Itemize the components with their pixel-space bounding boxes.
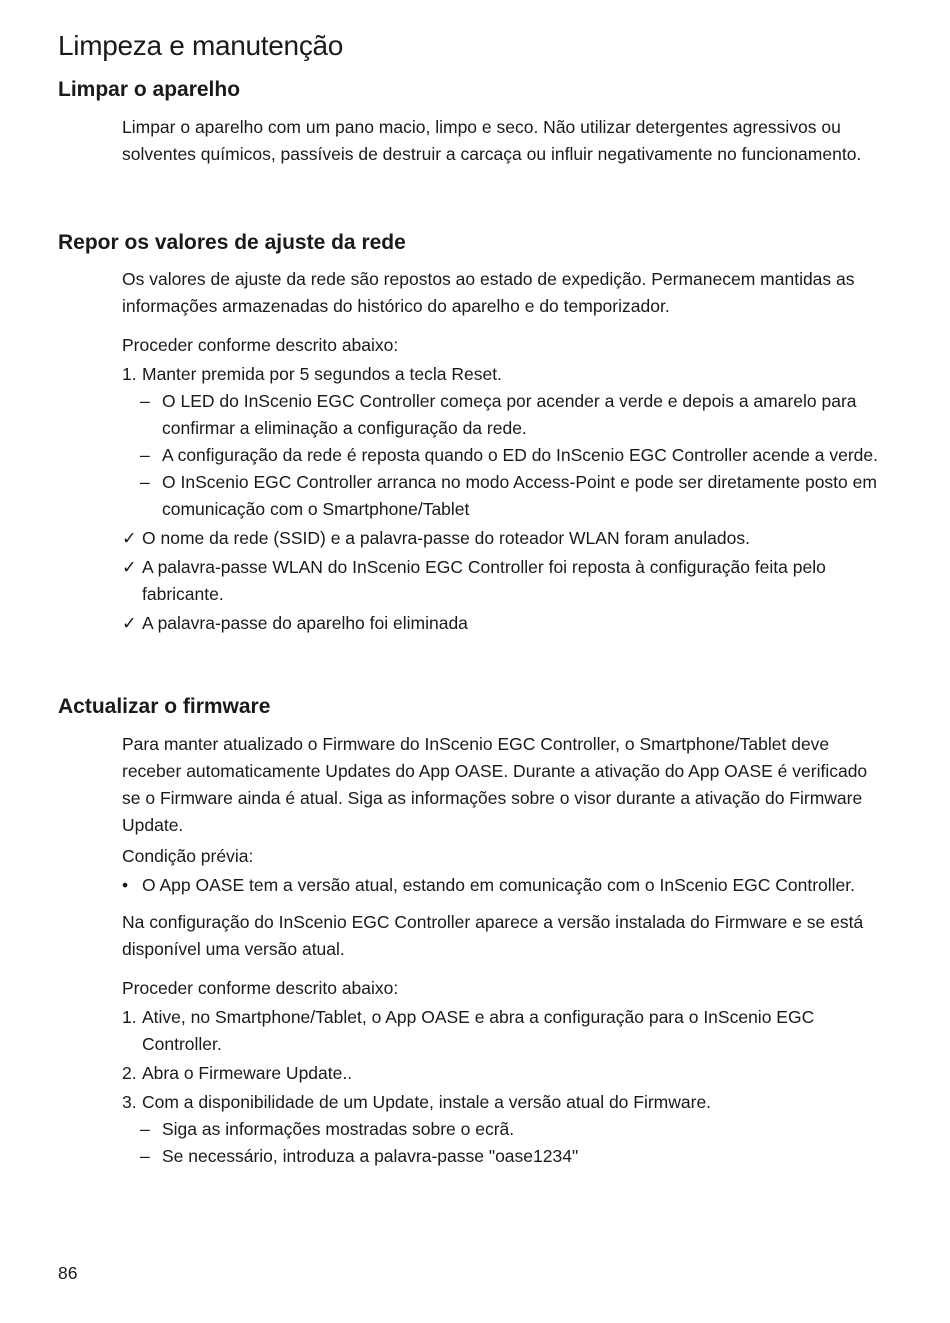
sub-text: Se necessário, introduza a palavra-passe "oase1234" <box>162 1146 579 1166</box>
bullet-marker: • <box>122 875 129 895</box>
result-text: A palavra-passe WLAN do InScenio EGC Controller foi reposta à configuração feita pelo fabricante. <box>142 557 826 604</box>
heading-clean: Limpar o aparelho <box>58 78 241 101</box>
check-icon: ✓ <box>122 613 137 633</box>
precondition-text: O App OASE tem a versão atual, estando em comunicação com o InScenio EGC Controller. <box>142 875 855 895</box>
step-text: Manter premida por 5 segundos a tecla Reset. <box>142 364 502 384</box>
result-text: O nome da rede (SSID) e a palavra-passe do roteador WLAN foram anulados. <box>142 528 750 548</box>
clean-body <box>122 114 882 168</box>
firmware-intro: Para manter atualizado o Firmware do InScenio EGC Controller, o Smartphone/Tablet deve receber automaticamente Updates do App OASE. Durante a ativação do App OASE é verificado se o Firmware ainda é atual. Siga as informações sobre o visor durante a ativação do Firmware Update. <box>122 734 868 835</box>
step-marker: 3. <box>122 1092 137 1112</box>
firmware-body <box>122 731 882 1170</box>
step-marker: 2. <box>122 1063 137 1083</box>
sub-text: A configuração da rede é reposta quando o ED do InScenio EGC Controller acende a verde. <box>162 445 879 465</box>
reset-sub-item <box>122 469 882 523</box>
firmware-procedure-label: Proceder conforme descrito abaixo: <box>122 978 399 998</box>
reset-procedure-label: Proceder conforme descrito abaixo: <box>122 335 399 355</box>
precondition-label: Condição prévia: <box>122 846 254 866</box>
firmware-step <box>122 1060 882 1087</box>
reset-step-1 <box>122 361 882 388</box>
dash-marker: – <box>140 391 150 411</box>
result-text: A palavra-passe do aparelho foi eliminada <box>142 613 468 633</box>
sub-text: O InScenio EGC Controller arranca no modo Access-Point e pode ser diretamente posto em comunicação com o Smartphone/Tablet <box>162 472 877 519</box>
dash-marker: – <box>140 445 150 465</box>
firmware-sub-item <box>122 1143 882 1170</box>
sub-text: Siga as informações mostradas sobre o ecrã. <box>162 1119 515 1139</box>
step-marker: 1. <box>122 364 137 384</box>
step-text: Com a disponibilidade de um Update, instale a versão atual do Firmware. <box>142 1092 712 1112</box>
reset-intro: Os valores de ajuste da rede são repostos ao estado de expedição. Permanecem mantidas as informações armazenadas do histórico do aparelho e do temporizador. <box>122 269 855 316</box>
firmware-config-text: Na configuração do InScenio EGC Controller aparece a versão instalada do Firmware e se está disponível uma versão atual. <box>122 912 864 959</box>
reset-result-item <box>122 525 882 552</box>
reset-sub-item <box>122 442 882 469</box>
firmware-step <box>122 1004 882 1058</box>
precondition-item <box>122 872 882 899</box>
reset-result-item <box>122 554 882 608</box>
reset-sub-item <box>122 388 882 442</box>
step-text: Abra o Firmeware Update.. <box>142 1063 353 1083</box>
reset-result-item <box>122 610 882 637</box>
clean-text: Limpar o aparelho com um pano macio, limpo e seco. Não utilizar detergentes agressivos ou solventes químicos, passíveis de destruir a carcaça ou influir negativamente no funcionamento. <box>122 117 862 164</box>
sub-text: O LED do InScenio EGC Controller começa por acender a verde e depois a amarelo para confirmar a eliminação a configuração da rede. <box>162 391 857 438</box>
page-number: 86 <box>58 1263 78 1283</box>
heading-firmware: Actualizar o firmware <box>58 695 271 718</box>
step-text: Ative, no Smartphone/Tablet, o App OASE e abra a configuração para o InScenio EGC Controller. <box>142 1007 815 1054</box>
dash-marker: – <box>140 472 150 492</box>
heading-reset: Repor os valores de ajuste da rede <box>58 231 406 254</box>
firmware-step <box>122 1089 882 1116</box>
dash-marker: – <box>140 1146 150 1166</box>
page-title: Limpeza e manutenção <box>58 30 344 61</box>
step-marker: 1. <box>122 1007 137 1027</box>
reset-body <box>122 266 882 637</box>
dash-marker: – <box>140 1119 150 1139</box>
check-icon: ✓ <box>122 557 137 577</box>
check-icon: ✓ <box>122 528 137 548</box>
firmware-sub-item <box>122 1116 882 1143</box>
